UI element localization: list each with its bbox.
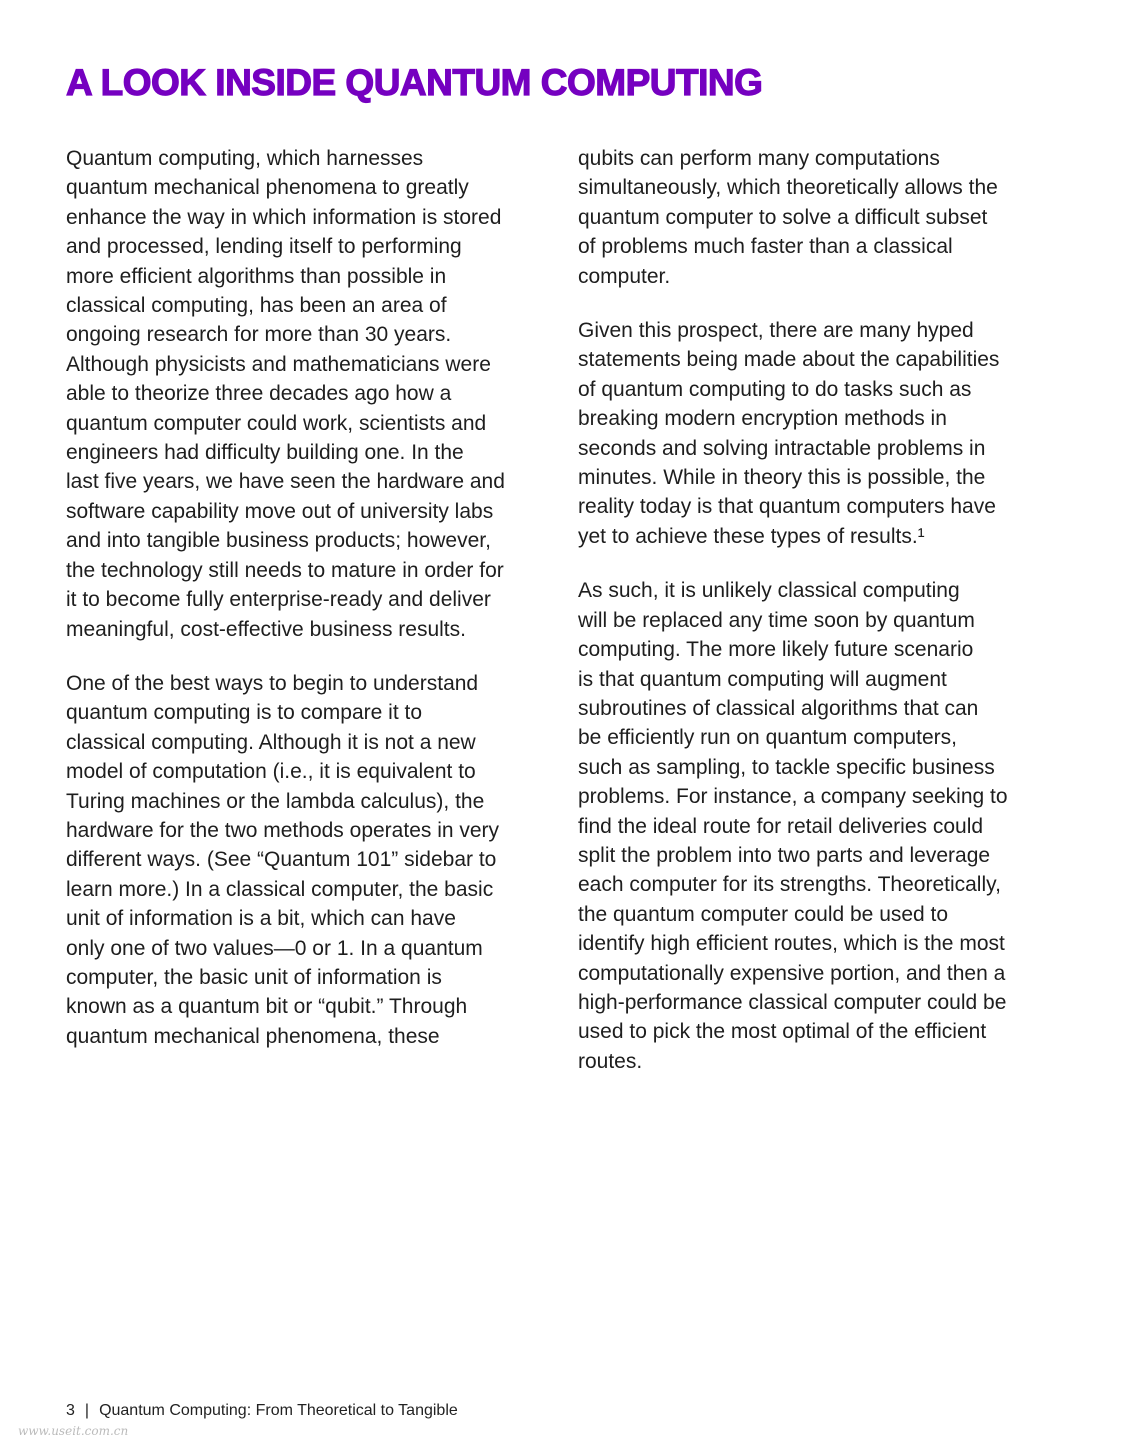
text-line: quantum computer to solve a difficult subset: [578, 205, 988, 229]
text-line: learn more.) In a classical computer, the basic: [66, 877, 494, 901]
right-column: [578, 144, 1078, 1101]
text-line: different ways. (See “Quantum 101” sidebar to: [66, 848, 497, 872]
text-line: simultaneously, which theoretically allows the: [578, 176, 998, 200]
text-line: high-performance classical computer could be: [578, 990, 1007, 1014]
text-line: is that quantum computing will augment: [578, 667, 947, 691]
text-line: the quantum computer could be used to: [578, 902, 949, 926]
footer-separator: |: [84, 1402, 90, 1419]
text-line: seconds and solving intractable problems in: [578, 436, 986, 460]
paragraph: [578, 316, 1078, 551]
text-line: the technology still needs to mature in order for: [66, 558, 504, 582]
text-line: quantum computing is to compare it to: [66, 701, 423, 725]
text-line: quantum mechanical phenomena to greatly: [66, 176, 469, 200]
document-title: Quantum Computing: From Theoretical to Tangible: [99, 1402, 458, 1419]
text-line: unit of information is a bit, which can have: [66, 907, 456, 931]
text-line: classical computing, has been an area of: [66, 294, 447, 318]
text-line: yet to achieve these types of results.¹: [578, 524, 925, 548]
paragraph: [578, 576, 1078, 1076]
text-line: breaking modern encryption methods in: [578, 407, 947, 431]
text-line: Quantum computing, which harnesses: [66, 147, 424, 170]
text-line: quantum computer could work, scientists and: [66, 411, 487, 435]
text-line: of problems much faster than a classical: [578, 235, 953, 259]
text-line: Although physicists and mathematicians were: [66, 352, 491, 376]
paragraph: [578, 144, 1078, 291]
paragraph: [66, 144, 566, 644]
text-line: quantum mechanical phenomena, these: [66, 1024, 440, 1048]
text-line: reality today is that quantum computers have: [578, 495, 996, 519]
text-line: identify high efficient routes, which is the most: [578, 932, 1005, 956]
left-column: [66, 144, 566, 1076]
text-line: routes.: [578, 1049, 643, 1073]
text-line: problems. For instance, a company seeking to: [578, 785, 1008, 809]
text-line: computationally expensive portion, and then a: [578, 961, 1006, 985]
text-line: One of the best ways to begin to understand: [66, 671, 479, 695]
page-footer: [66, 1402, 458, 1420]
text-line: such as sampling, to tackle specific business: [578, 755, 995, 779]
text-line: computer.: [578, 264, 671, 288]
text-line: minutes. While in theory this is possible, the: [578, 466, 986, 490]
text-line: qubits can perform many computations: [578, 147, 940, 170]
text-line: used to pick the most optimal of the efficient: [578, 1020, 987, 1044]
text-line: statements being made about the capabilities: [578, 348, 1000, 372]
text-line: software capability move out of university labs: [66, 499, 494, 523]
text-line: last five years, we have seen the hardware and: [66, 470, 505, 494]
text-line: split the problem into two parts and leverage: [578, 843, 991, 867]
text-line: computing. The more likely future scenario: [578, 638, 974, 662]
text-line: enhance the way in which information is stored: [66, 205, 502, 229]
text-line: computer, the basic unit of information is: [66, 965, 442, 989]
text-line: known as a quantum bit or “qubit.” Through: [66, 995, 468, 1019]
text-line: be efficiently run on quantum computers,: [578, 726, 957, 750]
text-line: engineers had difficulty building one. In the: [66, 441, 464, 465]
text-line: only one of two values—0 or 1. In a quantum: [66, 936, 483, 960]
text-line: As such, it is unlikely classical computing: [578, 579, 960, 603]
page-title: A LOOK INSIDE QUANTUM COMPUTING: [66, 62, 763, 103]
text-line: Turing machines or the lambda calculus), the: [66, 789, 485, 813]
text-line: and processed, lending itself to performing: [66, 235, 462, 259]
text-line: able to theorize three decades ago how a: [66, 382, 452, 406]
page-number: 3: [66, 1402, 75, 1419]
text-line: will be replaced any time soon by quantum: [578, 608, 975, 632]
text-line: ongoing research for more than 30 years.: [66, 323, 452, 347]
text-line: Given this prospect, there are many hyped: [578, 319, 974, 343]
text-line: it to become fully enterprise-ready and deliver: [66, 588, 491, 612]
text-line: each computer for its strengths. Theoretically,: [578, 873, 1001, 897]
text-line: more efficient algorithms than possible in: [66, 264, 447, 288]
paragraph: [66, 669, 566, 1051]
text-line: model of computation (i.e., it is equivalent to: [66, 760, 476, 784]
text-line: meaningful, cost-effective business results.: [66, 617, 466, 641]
text-line: hardware for the two methods operates in very: [66, 818, 500, 842]
text-line: classical computing. Although it is not a new: [66, 730, 476, 754]
watermark: www.useit.com.cn: [18, 1424, 129, 1438]
text-line: and into tangible business products; however,: [66, 529, 491, 553]
text-line: of quantum computing to do tasks such as: [578, 377, 972, 401]
text-line: subroutines of classical algorithms that can: [578, 696, 979, 720]
text-line: find the ideal route for retail deliveries could: [578, 814, 984, 838]
